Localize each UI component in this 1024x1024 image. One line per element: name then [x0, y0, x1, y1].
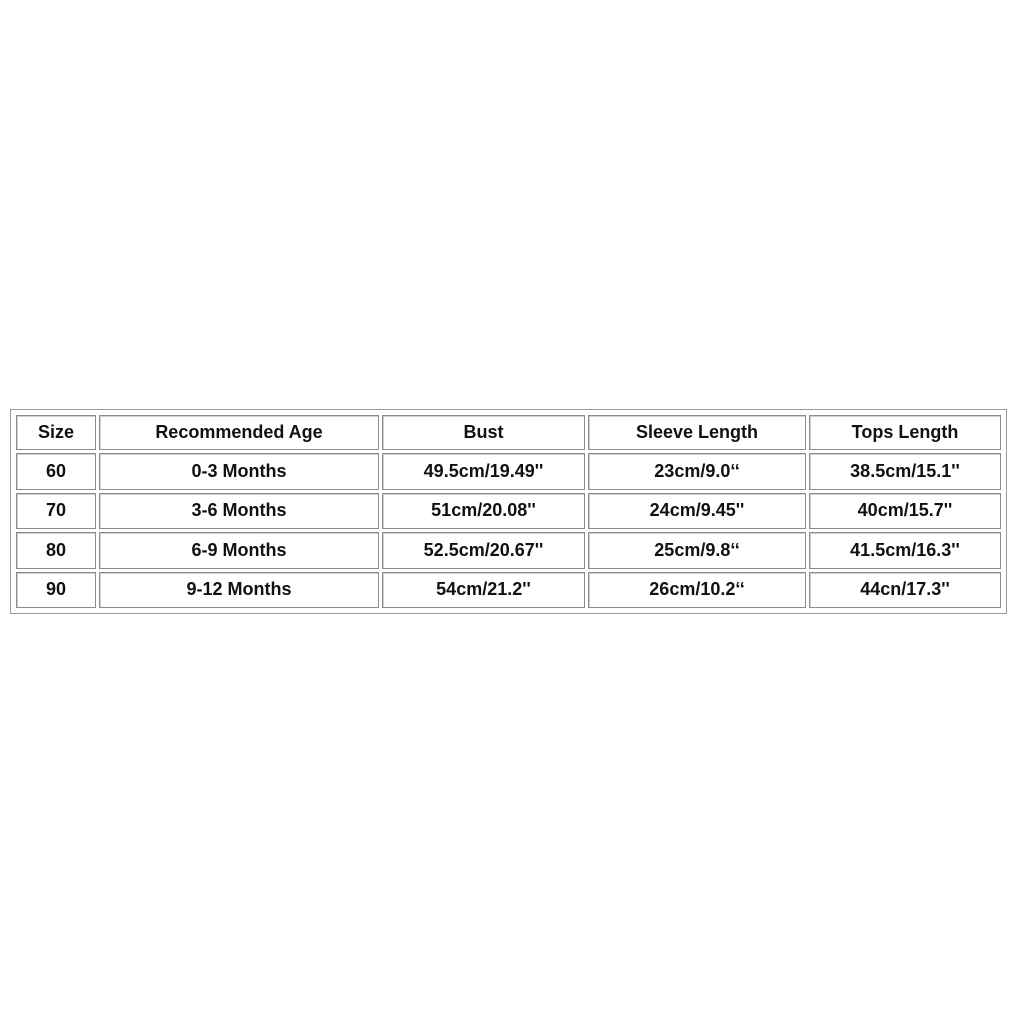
cell-bust: 49.5cm/19.49'' [382, 453, 585, 490]
header-sleeve-length: Sleeve Length [588, 415, 806, 450]
cell-sleeve-length: 25cm/9.8‘‘ [588, 532, 806, 569]
header-bust: Bust [382, 415, 585, 450]
cell-age: 3-6 Months [99, 493, 379, 530]
cell-bust: 54cm/21.2'' [382, 572, 585, 609]
cell-size: 80 [16, 532, 96, 569]
cell-size: 60 [16, 453, 96, 490]
cell-tops-length: 38.5cm/15.1'' [809, 453, 1001, 490]
cell-age: 6-9 Months [99, 532, 379, 569]
cell-sleeve-length: 24cm/9.45'' [588, 493, 806, 530]
size-chart-table [13, 412, 1004, 611]
table-row [16, 572, 1001, 609]
header-row [16, 415, 1001, 450]
cell-sleeve-length: 23cm/9.0‘‘ [588, 453, 806, 490]
cell-age: 0-3 Months [99, 453, 379, 490]
table-row [16, 453, 1001, 490]
table-row [16, 493, 1001, 530]
cell-sleeve-length: 26cm/10.2‘‘ [588, 572, 806, 609]
cell-bust: 52.5cm/20.67'' [382, 532, 585, 569]
cell-age: 9-12 Months [99, 572, 379, 609]
cell-tops-length: 40cm/15.7'' [809, 493, 1001, 530]
table-row [16, 532, 1001, 569]
header-size: Size [16, 415, 96, 450]
cell-tops-length: 44cn/17.3'' [809, 572, 1001, 609]
cell-size: 90 [16, 572, 96, 609]
cell-tops-length: 41.5cm/16.3'' [809, 532, 1001, 569]
header-tops-length: Tops Length [809, 415, 1001, 450]
size-chart [10, 409, 1007, 614]
cell-bust: 51cm/20.08'' [382, 493, 585, 530]
cell-size: 70 [16, 493, 96, 530]
header-recommended-age: Recommended Age [99, 415, 379, 450]
